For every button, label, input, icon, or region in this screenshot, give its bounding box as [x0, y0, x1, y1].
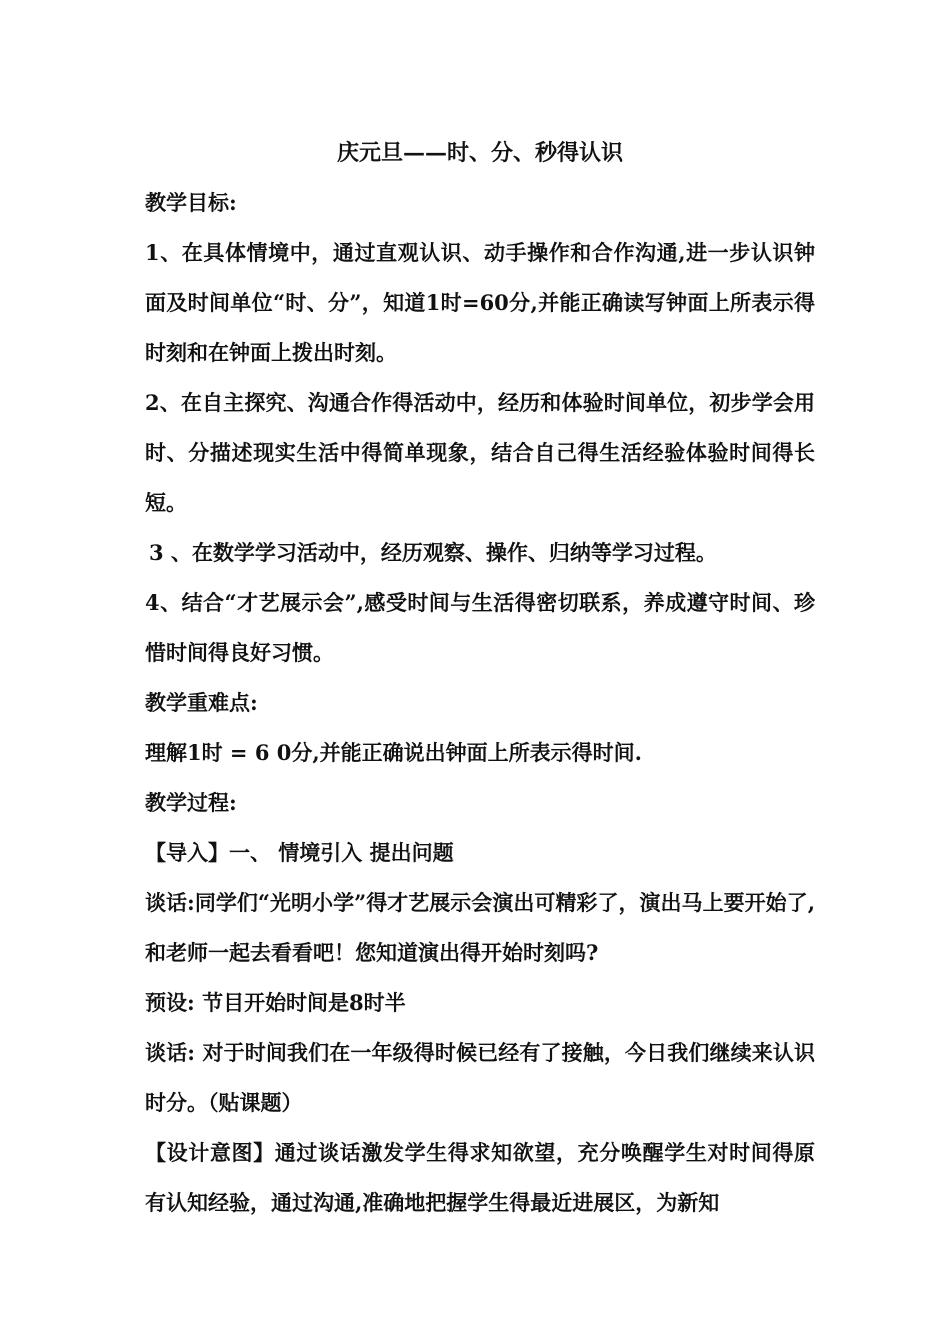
design-intent-paragraph: 【设计意图】通过谈话激发学生得求知欲望，充分唤醒学生对时间得原有认知经验，通过沟通,准确地把握学生得最近进展区，为新知: [145, 1140, 815, 1215]
objective-paragraph-4: 4、结合“才艺展示会”,感受时间与生活得密切联系，养成遵守时间、珍惜时间得良好习惯。: [145, 590, 815, 665]
process-dialogue-1: 谈话:同学们“光明小学”得才艺展示会演出可精彩了，演出马上要开始了,和老师一起去看看吧！您知道演出得开始时刻吗?: [145, 890, 815, 965]
section-heading-key-points: 教学重难点:: [145, 690, 258, 715]
objective-paragraph-1: 1、在具体情境中，通过直观认识、动手操作和合作沟通,进一步认识钟面及时间单位“时、分”，知道1时=60分,并能正确读写钟面上所表示得时刻和在钟面上拨出时刻。: [145, 240, 815, 365]
objective-paragraph-2: 2、在自主探究、沟通合作得活动中，经历和体验时间单位，初步学会用时、分描述现实生活中得简单现象，结合自己得生活经验体验时间得长短。: [145, 390, 815, 515]
key-points-paragraph: 理解1时 = 6 0分,并能正确说出钟面上所表示得时间.: [145, 740, 642, 765]
document-title: 庆元旦——时、分、秒得认识: [336, 140, 623, 166]
objective-paragraph-3: 3 、在数学学习活动中，经历观察、操作、归纳等学习过程。: [149, 540, 717, 565]
document-body: [145, 128, 815, 1228]
process-preset: 预设: 节目开始时间是8时半: [145, 990, 406, 1015]
section-heading-objectives: 教学目标:: [145, 190, 237, 215]
process-intro-heading: 【导入】一、 情境引入 提出问题: [145, 840, 454, 865]
section-heading-process: 教学过程:: [145, 790, 237, 815]
process-dialogue-2: 谈话: 对于时间我们在一年级得时候已经有了接触，今日我们继续来认识时分。（贴课题）: [145, 1040, 815, 1115]
